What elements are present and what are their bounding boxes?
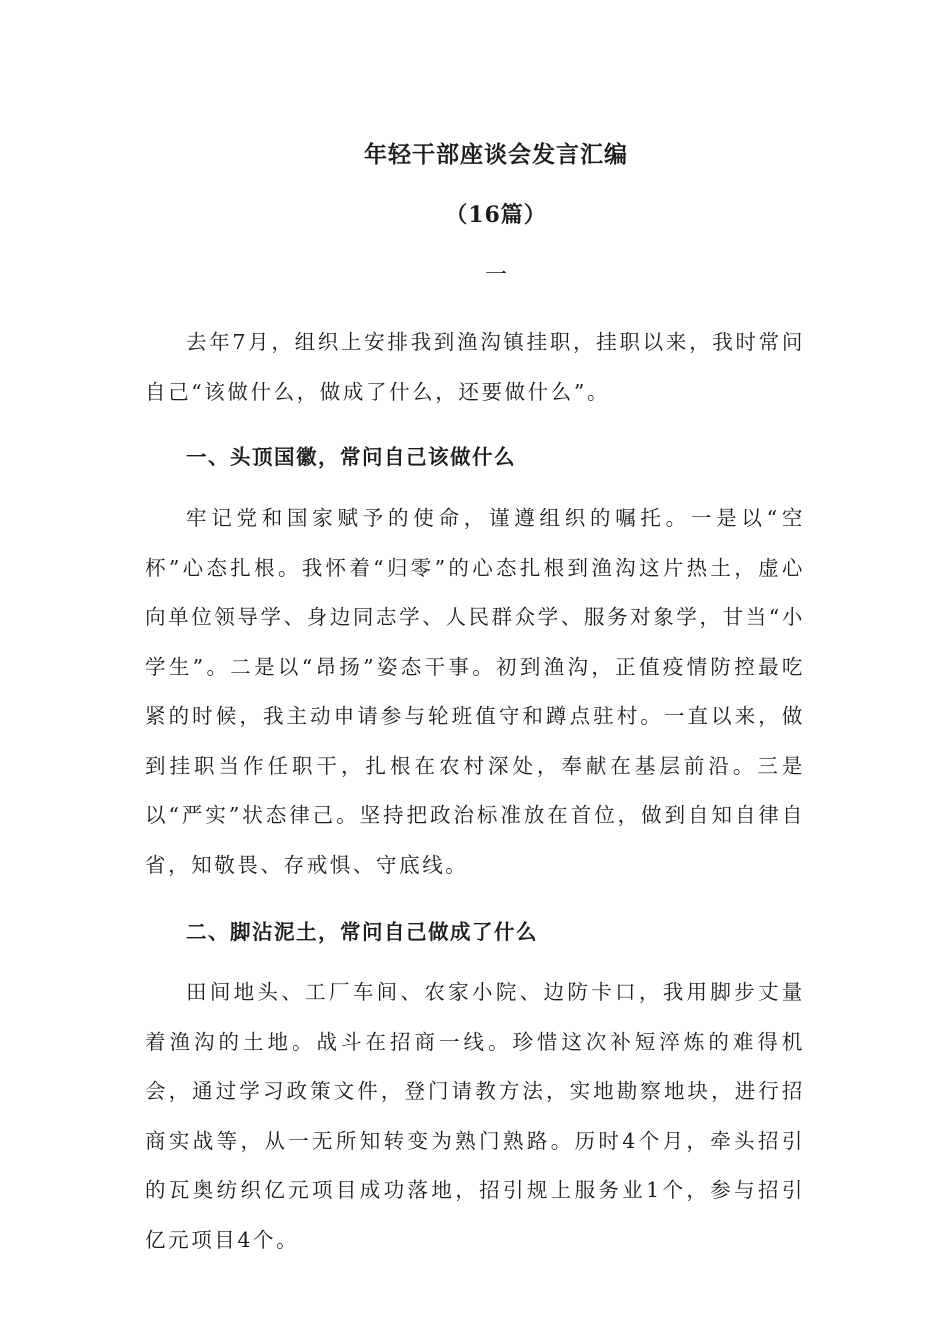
paragraph-intro: 去年7月，组织上安排我到渔沟镇挂职，挂职以来，我时常问自己“该做什么，做成了什么，还要做什么”。 — [145, 330, 805, 404]
document-title: 年轻干部座谈会发言汇编 — [364, 141, 628, 168]
document-subtitle: （16篇） — [445, 202, 547, 228]
section-number: 一 — [484, 263, 507, 288]
section-heading-2: 二、脚沾泥土，常问自己做成了什么 — [186, 920, 538, 944]
paragraph-section-2: 田间地头、工厂车间、农家小院、边防卡口，我用脚步丈量着渔沟的土地。战斗在招商一线。珍惜这次补短淬炼的难得机会，通过学习政策文件，登门请教方法，实地勘察地块，进行招商实战等，从一无所知转变为熟门熟路。历时4个月，牵头招引的瓦奥纺织亿元项目成功落地，招引规上服务业1个，参与招引亿元项目4个。 — [145, 980, 805, 1252]
paragraph-section-1: 牢记党和国家赋予的使命，谨遵组织的嘱托。一是以“空杯”心态扎根。我怀着“归零”的心态扎根到渔沟这片热土，虚心向单位领导学、身边同志学、人民群众学、服务对象学，甘当“小学生”。二是以“昂扬”姿态干事。初到渔沟，正值疫情防控最吃紧的时候，我主动申请参与轮班值守和蹲点驻村。一直以来，做到挂职当作任职干，扎根在农村深处，奉献在基层前沿。三是以“严实”状态律己。坚持把政治标准放在首位，做到自知自律自省，知敬畏、存戒惧、守底线。 — [145, 506, 805, 877]
section-heading-1: 一、头顶国徽，常问自己该做什么 — [186, 445, 516, 469]
